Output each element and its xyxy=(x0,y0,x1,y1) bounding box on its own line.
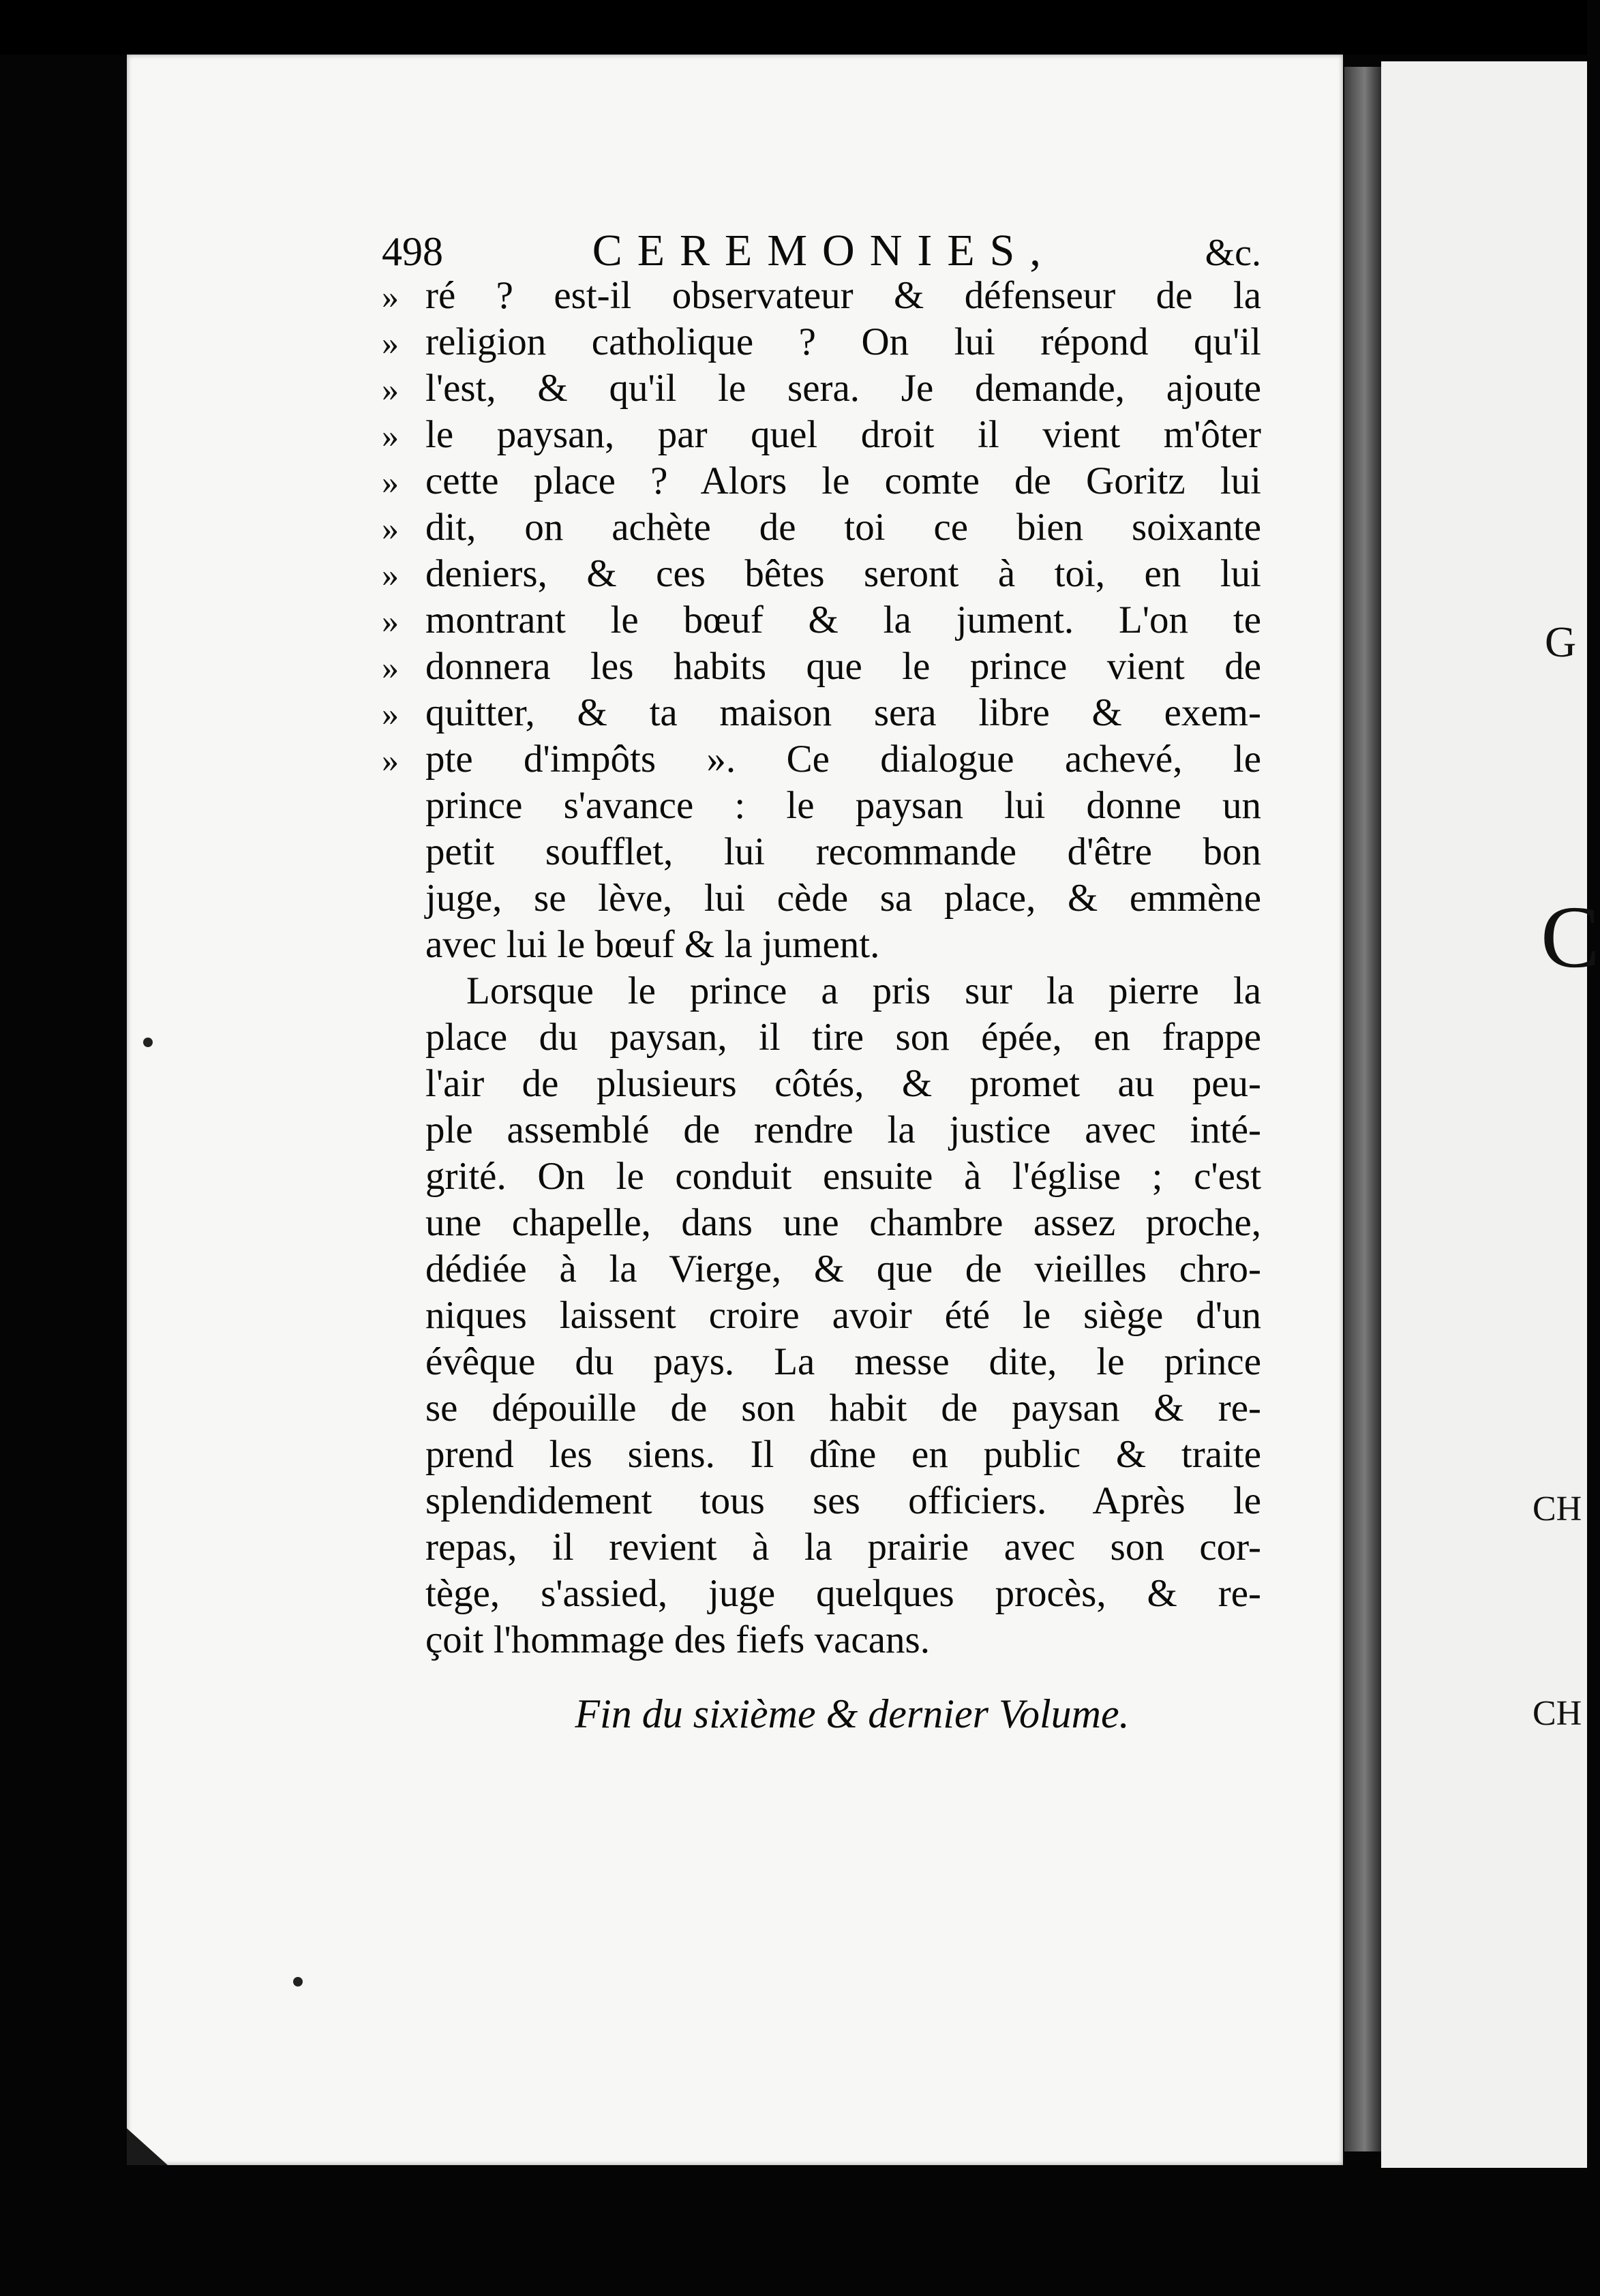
facing-page-fragment: CH xyxy=(1533,1694,1582,1733)
text-line xyxy=(382,1061,1261,1107)
quotation-guillemet: » xyxy=(382,277,399,316)
text-line-content: tège, s'assied, juge quelques procès, & re- xyxy=(425,1572,1261,1615)
text-line xyxy=(382,644,1261,690)
text-line xyxy=(382,1014,1261,1061)
quotation-guillemet: » xyxy=(382,741,399,779)
quotation-guillemet: » xyxy=(382,324,399,362)
ink-spot xyxy=(293,1977,303,1987)
text-line-content: prend les siens. Il dîne en public & traite xyxy=(425,1433,1261,1476)
text-line-content: montrant le bœuf & la jument. L'on te xyxy=(425,599,1261,641)
quotation-guillemet: » xyxy=(382,370,399,408)
facing-page xyxy=(1381,61,1600,2168)
facing-page-fragment: C xyxy=(1541,888,1600,986)
text-line-content: ré ? est-il observateur & défenseur de la xyxy=(425,274,1261,317)
page-text-block xyxy=(382,225,1261,1738)
text-line xyxy=(382,1339,1261,1385)
quotation-guillemet: » xyxy=(382,509,399,547)
running-head xyxy=(382,225,1261,273)
facing-page-fragment: CH xyxy=(1533,1490,1582,1528)
quotation-guillemet: » xyxy=(382,417,399,455)
text-line-content: se dépouille de son habit de paysan & re- xyxy=(425,1387,1261,1430)
text-line-content: niques laissent croire avoir été le siège d'un xyxy=(425,1294,1261,1337)
quotation-guillemet: » xyxy=(382,602,399,640)
text-line xyxy=(382,922,1261,968)
text-line xyxy=(382,1524,1261,1571)
text-line-content: repas, il revient à la prairie avec son cor- xyxy=(425,1526,1261,1569)
text-line xyxy=(382,365,1261,412)
text-line-content: l'est, & qu'il le sera. Je demande, ajoute xyxy=(425,367,1261,410)
text-line-content: l'air de plusieurs côtés, & promet au peu- xyxy=(425,1062,1261,1105)
text-line-content: dit, on achète de toi ce bien soixante xyxy=(425,506,1261,549)
text-line-content: dédiée à la Vierge, & que de vieilles chro- xyxy=(425,1248,1261,1290)
text-line-content: avec lui le bœuf & la jument. xyxy=(425,923,880,966)
ink-spot xyxy=(143,1038,153,1047)
text-line xyxy=(382,968,1261,1014)
text-line xyxy=(382,1432,1261,1478)
text-line xyxy=(382,1385,1261,1432)
text-line-content: grité. On le conduit ensuite à l'église ; c'est xyxy=(425,1155,1261,1198)
text-line xyxy=(382,273,1261,319)
text-line xyxy=(382,736,1261,783)
text-line xyxy=(382,829,1261,875)
text-line xyxy=(382,551,1261,597)
text-line-content: prince s'avance : le paysan lui donne un xyxy=(425,784,1261,827)
text-line-content: cette place ? Alors le comte de Goritz lui xyxy=(425,459,1261,502)
text-line xyxy=(382,319,1261,365)
text-line xyxy=(382,597,1261,644)
text-line-content: pte d'impôts ». Ce dialogue achevé, le xyxy=(425,738,1261,781)
text-line-content: quitter, & ta maison sera libre & exem- xyxy=(425,691,1261,734)
colophon: Fin du sixième & dernier Volume. xyxy=(575,1691,1130,1736)
text-line xyxy=(382,1107,1261,1153)
text-line xyxy=(382,1246,1261,1293)
text-line-content: juge, se lève, lui cède sa place, & emmène xyxy=(425,877,1261,920)
text-line xyxy=(382,458,1261,504)
text-line xyxy=(382,504,1261,551)
text-line xyxy=(382,1153,1261,1200)
scan-top-border xyxy=(0,0,1587,55)
text-line xyxy=(382,1200,1261,1246)
quotation-guillemet: » xyxy=(382,695,399,733)
text-line-content: donnera les habits que le prince vient de xyxy=(425,645,1261,688)
text-line xyxy=(382,412,1261,458)
page-number: 498 xyxy=(382,229,443,274)
text-line xyxy=(382,1571,1261,1617)
text-line-content: le paysan, par quel droit il vient m'ôter xyxy=(425,413,1261,456)
quotation-guillemet: » xyxy=(382,556,399,594)
text-line-content: splendidement tous ses officiers. Après le xyxy=(425,1479,1261,1522)
text-line-content: évêque du pays. La messe dite, le prince xyxy=(425,1340,1261,1383)
text-line xyxy=(382,1478,1261,1524)
quotation-guillemet: » xyxy=(382,463,399,501)
text-line-content: ple assemblé de rendre la justice avec inté- xyxy=(425,1108,1261,1151)
facing-page-fragment: G xyxy=(1545,618,1577,666)
text-line-content: religion catholique ? On lui répond qu'il xyxy=(425,320,1261,363)
running-title: CEREMONIES, xyxy=(592,226,1056,275)
book-gutter-shadow xyxy=(1344,67,1381,2151)
text-line xyxy=(382,1617,1261,1663)
quotation-guillemet: » xyxy=(382,648,399,686)
text-line xyxy=(382,1293,1261,1339)
running-title-suffix: &c. xyxy=(1205,232,1261,274)
text-line-content: deniers, & ces bêtes seront à toi, en lui xyxy=(425,552,1261,595)
text-line xyxy=(382,690,1261,736)
text-line xyxy=(382,783,1261,829)
page-corner-tear xyxy=(127,2128,168,2165)
body-text xyxy=(382,273,1261,1663)
text-line-content: une chapelle, dans une chambre assez proche, xyxy=(425,1201,1261,1244)
text-line-content: Lorsque le prince a pris sur la pierre la xyxy=(466,969,1261,1012)
text-line xyxy=(382,875,1261,922)
text-line-content: çoit l'hommage des fiefs vacans. xyxy=(425,1618,930,1661)
text-line-content: petit soufflet, lui recommande d'être bon xyxy=(425,830,1261,873)
text-line-content: place du paysan, il tire son épée, en frappe xyxy=(425,1016,1261,1059)
